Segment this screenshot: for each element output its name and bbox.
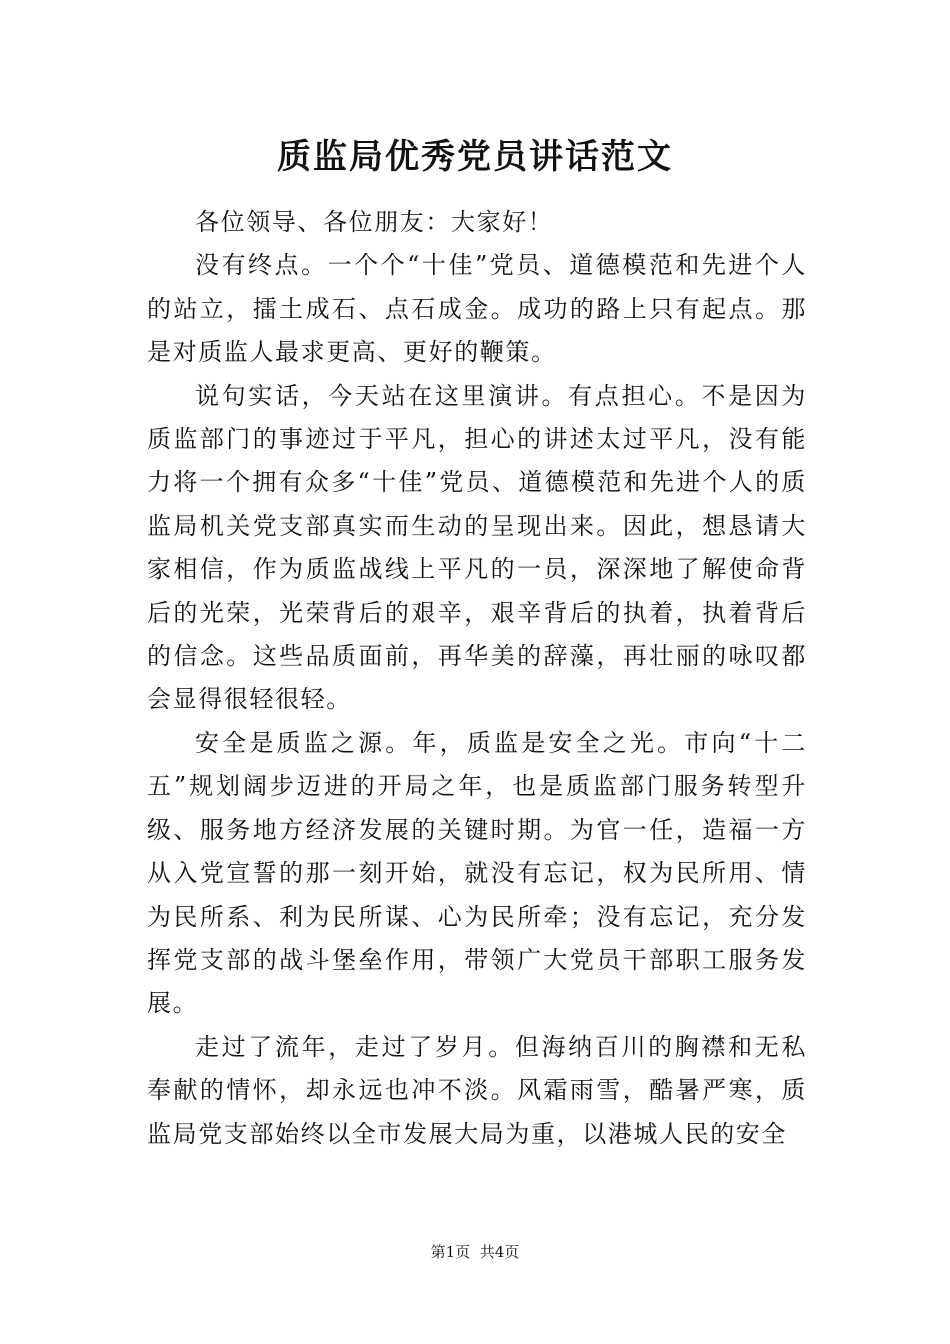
document-body xyxy=(147,201,807,1156)
document-title: 质监局优秀党员讲话范文 xyxy=(277,137,673,177)
page-number: 第1页 xyxy=(430,1243,471,1261)
paragraph: 走过了流年，走过了岁月。但海纳百川的胸襟和无私奉献的情怀，却永远也冲不淡。风霜雨雪，酷暑严寒，质监局党支部始终以全市发展大局为重，以港城人民的安全 xyxy=(147,1032,807,1148)
page-footer xyxy=(0,1240,950,1264)
page-total: 共4页 xyxy=(479,1243,520,1261)
paragraph: 安全是质监之源。年，质监是安全之光。市向“十二五”规划阔步迈进的开局之年，也是质监部门服务转型升级、服务地方经济发展的关键时期。为官一任，造福一方从入党宣誓的那一刻开始，就没有忘记，权为民所用、情为民所系、利为民所谋、心为民所牵；没有忘记，充分发挥党支部的战斗堡垒作用，带领广大党员干部职工服务发展。 xyxy=(147,728,807,1018)
paragraph: 没有终点。一个个“十佳”党员、道德模范和先进个人的站立，擂土成石、点石成金。成功的路上只有起点。那是对质监人最求更高、更好的鞭策。 xyxy=(147,251,807,367)
paragraph-greeting: 各位领导、各位朋友：大家好！ xyxy=(195,208,554,236)
paragraph: 说句实话，今天站在这里演讲。有点担心。不是因为质监部门的事迹过于平凡，担心的讲述太过平凡，没有能力将一个拥有众多“十佳”党员、道德模范和先进个人的质监局机关党支部真实而生动的呈现出来。因此，想恳请大家相信，作为质监战线上平凡的一员，深深地了解使命背后的光荣，光荣背后的艰辛，艰辛背后的执着，执着背后的信念。这些品质面前，再华美的辞藻，再壮丽的咏叹都会显得很轻很轻。 xyxy=(147,381,807,714)
